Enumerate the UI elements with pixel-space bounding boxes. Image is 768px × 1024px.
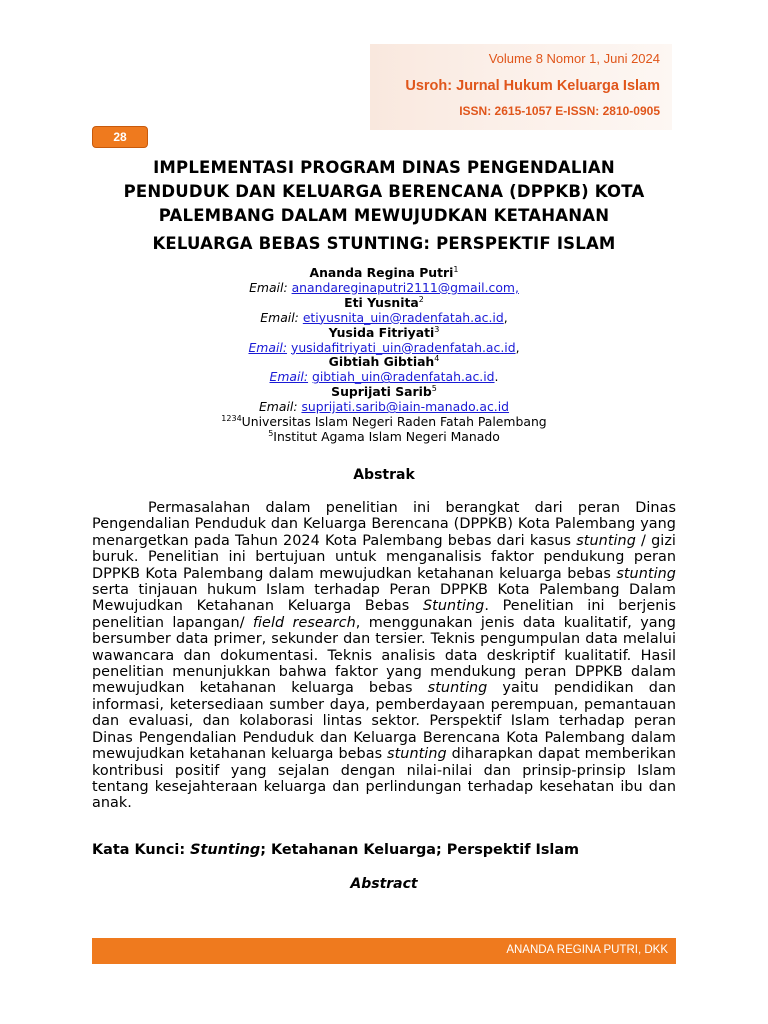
journal-header (370, 44, 672, 130)
email-label: Email: (269, 369, 309, 385)
email-label: Email: (260, 309, 299, 325)
author-sup: 1 (453, 264, 459, 274)
author-name: Gibtiah Gibtiah (328, 354, 435, 370)
author-email-row (92, 281, 676, 296)
affiliation (92, 430, 676, 445)
author-name-row (92, 296, 676, 311)
author-email-row (92, 370, 676, 385)
email-label: Email: (249, 279, 288, 295)
keywords-label: Kata Kunci: (92, 842, 191, 858)
journal-volume: Volume 8 Nomor 1, Juni 2024 (488, 51, 660, 66)
author-email-link[interactable]: anandareginaputri2111@gmail.com, (291, 279, 519, 295)
author-block (92, 266, 676, 445)
author-name-row (92, 355, 676, 370)
affiliation (92, 415, 676, 430)
abstrak-text: , menggunakan jenis data kualitatif, yang bersumber data primer, sekunder dan tersier. Teknis pengumpulan data melalui wawancara dan dokumentasi. Teknis analisis data deskriptif kualitatif. Hasil penelitian menunjukkan bahwa faktor yang mendukung peran DPPKB dalam mewujudkan ketahanan keluarga bebas (92, 614, 676, 697)
footer-bar (92, 938, 676, 964)
author-sup: 4 (434, 354, 440, 364)
journal-name: Usroh: Jurnal Hukum Keluarga Islam (405, 78, 660, 94)
abstrak-text: diharapkan dapat memberikan kontribusi positif yang sejalan dengan nilai-nilai dan prinsip-prinsip Islam tentang kesejahteraan keluarga dan perlindungan terhadap kesehatan ibu dan anak. (92, 746, 676, 812)
author-name: Eti Yusnita (344, 294, 419, 310)
keywords-line (92, 842, 676, 858)
author-email-row (92, 400, 676, 415)
abstrak-heading: Abstrak (353, 467, 415, 483)
author-name: Suprijati Sarib (331, 384, 432, 400)
abstrak-italic: stunting (616, 565, 676, 582)
abstrak-italic: stunting (427, 680, 488, 697)
author-name-row (92, 266, 676, 281)
footer-author: ANANDA REGINA PUTRI, DKK (506, 944, 668, 956)
email-suffix: , (515, 339, 520, 355)
abstrak-text: Permasalahan dalam penelitian ini berangkat dari peran Dinas Pengendalian Penduduk dan Keluarga Berencana (DPPKB) Kota Palembang yang menargetkan pada Tahun 2024 Kota Palembang bebas dari kasus (92, 500, 676, 549)
abstrak-text: yaitu pendidikan dan informasi, ketersediaan sumber daya, pemberdayaan perempuan, pemantauan dan evaluasi, dan kolaborasi lintas sektor. Perspektif Islam terhadap peran Dinas Pengendalian Penduduk dan Keluarga Berencana Kota Palembang dalam mewujudkan ketahanan keluarga bebas (92, 680, 676, 763)
author-email-row (92, 341, 676, 356)
author-email-link[interactable]: yusidafitriyati_uin@radenfatah.ac.id (290, 339, 516, 355)
journal-issn: ISSN: 2615-1057 E-ISSN: 2810-0905 (459, 104, 660, 118)
email-suffix: , (503, 309, 508, 325)
title-line: IMPLEMENTASI PROGRAM DINAS PENGENDALIAN (153, 158, 615, 177)
abstrak-italic: stunting (387, 746, 447, 763)
author-name: Ananda Regina Putri (309, 265, 454, 280)
abstrak-text: serta tinjauan hukum Islam terhadap Peran DPPKB Kota Palembang Dalam Mewujudkan Ketahanan Keluarga Bebas (92, 582, 676, 615)
author-sup: 5 (431, 384, 437, 394)
title-line: PENDUDUK DAN KELUARGA BERENCANA (DPPKB) KOTA (123, 182, 645, 201)
affiliation-text: Institut Agama Islam Negeri Manado (273, 428, 500, 444)
keyword-italic: Stunting (190, 842, 261, 858)
title-line: KELUARGA BEBAS STUNTING: PERSPEKTIF ISLAM (152, 234, 616, 253)
affiliation-text: Universitas Islam Negeri Raden Fatah Palembang (241, 414, 547, 430)
abstrak-italic: Stunting (422, 598, 485, 615)
title-line: PALEMBANG DALAM MEWUJUDKAN KETAHANAN (158, 206, 610, 225)
abstract-heading: Abstract (350, 876, 418, 892)
abstrak-text: / gizi buruk. Penelitian ini bertujuan untuk menganalisis faktor pendukung peran DPPKB Kota Palembang dalam mewujudkan ketahanan keluarga bebas (92, 532, 676, 582)
abstrak-italic: field research (252, 614, 356, 631)
author-name-row (92, 326, 676, 341)
abstrak-italic: stunting (576, 532, 636, 549)
author-email-link[interactable]: suprijati.sarib@iain-manado.ac.id (301, 399, 510, 415)
keywords-rest: ; Ketahanan Keluarga; Perspektif Islam (260, 842, 580, 858)
author-name: Yusida Fitriyati (328, 324, 435, 340)
email-label: Email: (258, 399, 298, 415)
author-email-link[interactable]: gibtiah_uin@radenfatah.ac.id (312, 369, 495, 385)
abstrak-paragraph (92, 500, 676, 812)
author-sup: 2 (418, 294, 424, 304)
page-number-badge: 28 (92, 126, 148, 148)
author-name-row (92, 385, 676, 400)
email-label: Email: (248, 339, 288, 355)
affiliation-sup: 5 (268, 428, 274, 438)
author-email-link[interactable]: etiyusnita_uin@radenfatah.ac.id (302, 309, 504, 325)
email-suffix: . (494, 369, 499, 385)
author-email-row (92, 311, 676, 326)
paper-title (92, 156, 676, 256)
abstrak-text: . Penelitian ini berjenis penelitian lapangan/ (92, 598, 676, 631)
author-sup: 3 (434, 324, 440, 334)
affiliation-sup: 1234 (221, 413, 242, 423)
